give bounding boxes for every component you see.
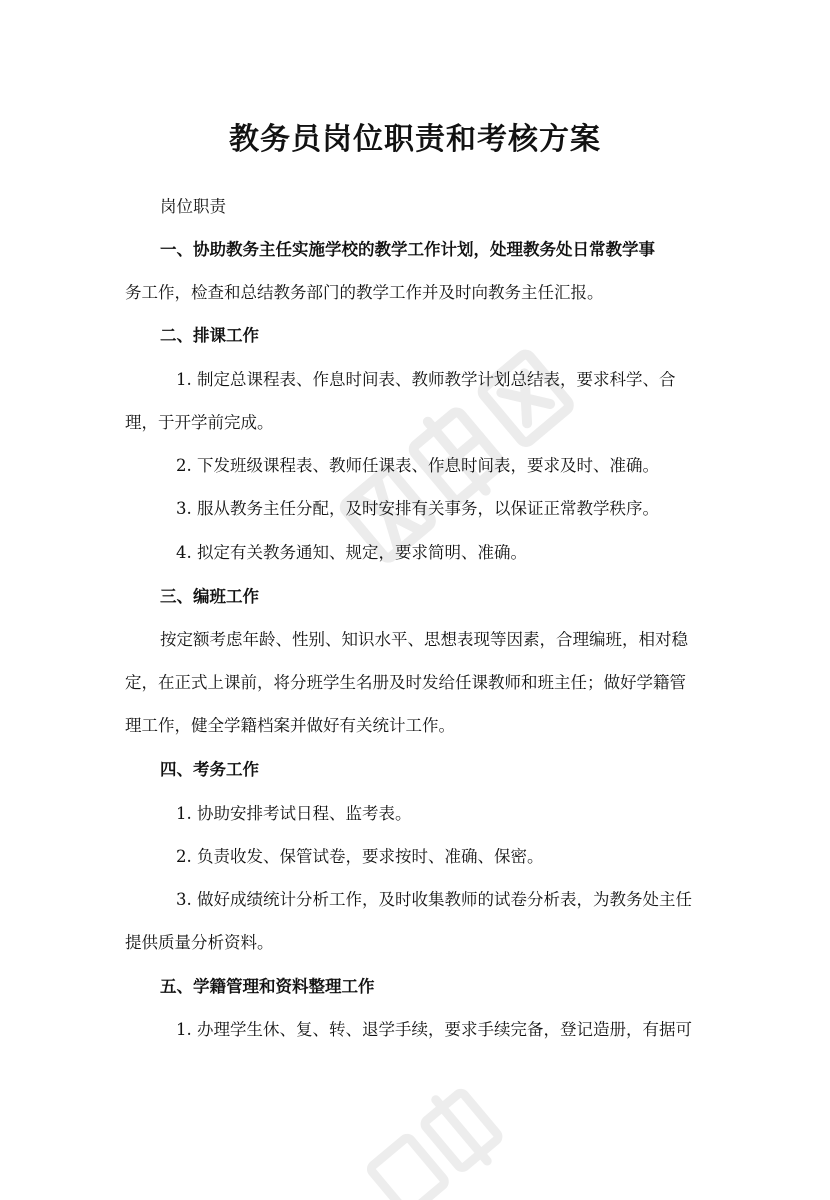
section-heading-duties: 岗位职责: [160, 197, 226, 216]
paragraph-line: 按定额考虑年龄、性别、知识水平、思想表现等因素，合理编班，相对稳: [160, 630, 688, 649]
list-item: 2. 下发班级课程表、教师任课表、作息时间表，要求及时、准确。: [176, 456, 659, 475]
list-item: 4. 拟定有关教务通知、规定，要求简明、准确。: [176, 543, 527, 562]
list-item: 3. 服从教务主任分配，及时安排有关事务，以保证正常教学秩序。: [176, 499, 659, 518]
section-heading: 三、编班工作: [160, 587, 259, 606]
section-heading: 五、学籍管理和资料整理工作: [160, 977, 375, 996]
document-title: 教务员岗位职责和考核方案: [229, 122, 601, 157]
list-item-continuation: 理，于开学前完成。: [125, 413, 274, 432]
paragraph-line: 理工作，健全学籍档案并做好有关统计工作。: [125, 716, 455, 735]
list-item: 3. 做好成绩统计分析工作，及时收集教师的试卷分析表，为教务处主任: [176, 890, 692, 909]
watermark-fragment-icon: [350, 1080, 550, 1200]
section-heading: 四、考务工作: [160, 760, 259, 779]
paragraph-line: 定，在正式上课前，将分班学生名册及时发给任课教师和班主任；做好学籍管: [125, 673, 686, 692]
list-item-continuation: 提供质量分析资料。: [125, 933, 274, 952]
paragraph-line: 务工作，检查和总结教务部门的教学工作并及时向教务主任汇报。: [125, 283, 604, 302]
paragraph-line: 一、协助教务主任实施学校的教学工作计划，处理教务处日常教学事: [160, 240, 655, 259]
list-item: 1. 办理学生休、复、转、退学手续，要求手续完备，登记造册，有据可: [176, 1020, 692, 1039]
list-item: 2. 负责收发、保管试卷，要求按时、准确、保密。: [176, 847, 544, 866]
list-item: 1. 协助安排考试日程、监考表。: [176, 804, 412, 823]
section-heading: 二、排课工作: [160, 326, 259, 345]
list-item: 1. 制定总课程表、作息时间表、教师教学计划总结表，要求科学、合: [176, 370, 676, 389]
